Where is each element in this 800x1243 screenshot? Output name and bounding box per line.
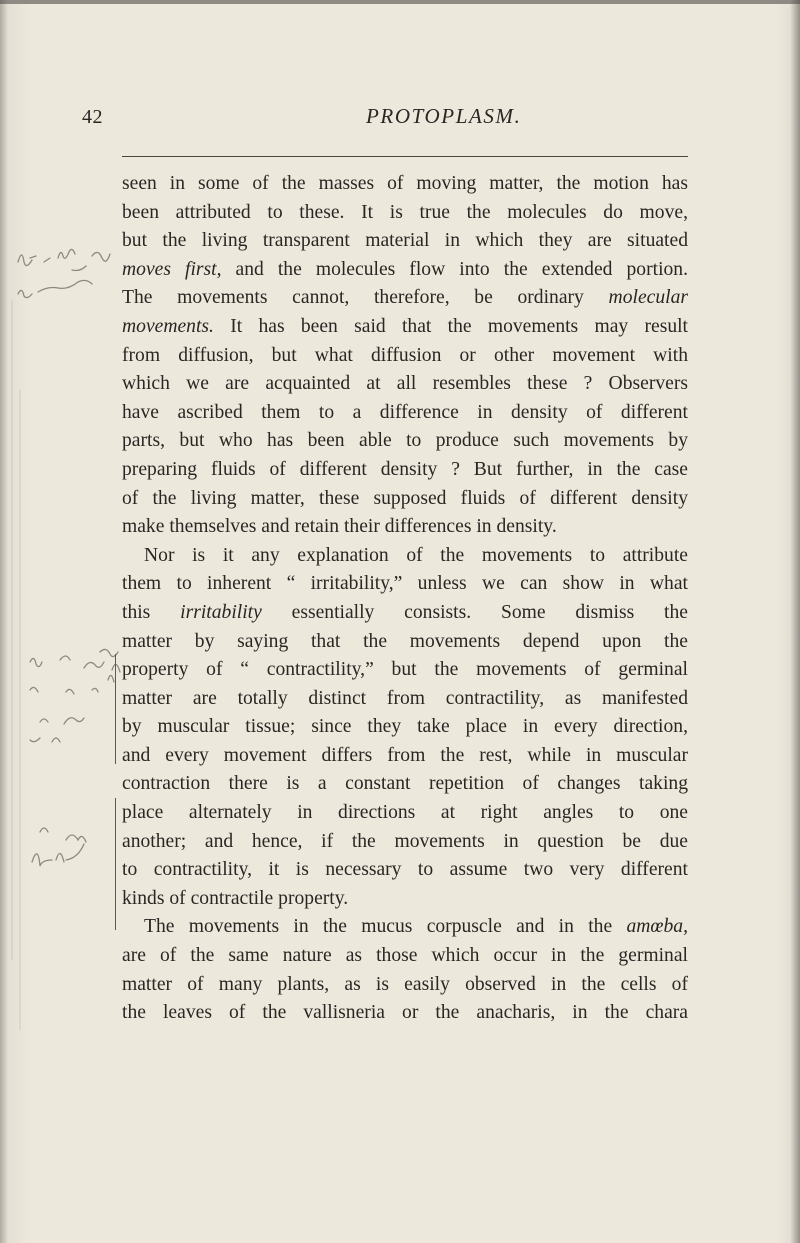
text-line: another; and hence, if the movements in question be due: [122, 830, 688, 852]
text-line: and every movement differs from the rest, while in muscular: [122, 744, 688, 766]
text-line: by muscular tissue; since they take place in every direction,: [122, 716, 688, 738]
text-line: matter are totally distinct from contractility, as manifested: [122, 687, 688, 709]
text-line: which we are acquainted at all resembles these ? Observers: [122, 373, 688, 395]
text-line: parts, but who has been able to produce such movements by: [122, 430, 688, 452]
page-header: [82, 100, 722, 140]
text-line: The movements in the mucus corpuscle and in the amœba,: [144, 916, 688, 938]
text-line: preparing fluids of different density ? But further, in the case: [122, 458, 688, 480]
text-line: of the living matter, these supposed fluids of different density: [122, 487, 688, 509]
text-line: are of the same nature as those which occur in the germinal: [122, 945, 688, 967]
text-line: to contractility, it is necessary to assume two very different: [122, 859, 688, 881]
text-line: movements. It has been said that the movements may result: [122, 315, 688, 337]
text-line: but the living transparent material in which they are situated: [122, 230, 688, 252]
page-number: 42: [82, 106, 103, 128]
text-line: moves first, and the molecules flow into the extended portion.: [122, 258, 689, 280]
running-title: PROTOPLASM.: [366, 104, 522, 128]
text-line: matter by saying that the movements depend upon the: [122, 630, 688, 652]
header-rule: [122, 156, 688, 157]
margin-bracket-lower: [115, 798, 116, 930]
text-line: from diffusion, but what diffusion or other movement with: [122, 344, 688, 366]
text-line: seen in some of the masses of moving matter, the motion has: [122, 173, 688, 194]
text-line: The movements cannot, therefore, be ordinary molecular: [122, 287, 688, 309]
text-line: make themselves and retain their differences in density.: [122, 516, 557, 538]
text-line: been attributed to these. It is true the molecules do move,: [122, 201, 688, 223]
text-line: property of “ contractility,” but the movements of germinal: [122, 659, 688, 681]
text-line: this irritability essentially consists. Some dismiss the: [122, 601, 688, 623]
text-line: matter of many plants, as is easily observed in the cells of: [122, 973, 688, 995]
text-line: Nor is it any explanation of the movements to attribute: [144, 544, 688, 566]
text-line: the leaves of the vallisneria or the anacharis, in the chara: [122, 1002, 688, 1024]
text-line: them to inherent “ irritability,” unless we can show in what: [122, 573, 688, 595]
text-line: contraction there is a constant repetition of changes taking: [122, 773, 688, 795]
text-line: have ascribed them to a difference in density of different: [122, 401, 688, 423]
body-text: [122, 170, 688, 1028]
text-line: kinds of contractile property.: [122, 887, 349, 909]
margin-bracket-upper: [115, 654, 116, 764]
text-line: place alternately in directions at right angles to one: [122, 802, 688, 824]
page-right-shadow: [790, 0, 800, 1243]
